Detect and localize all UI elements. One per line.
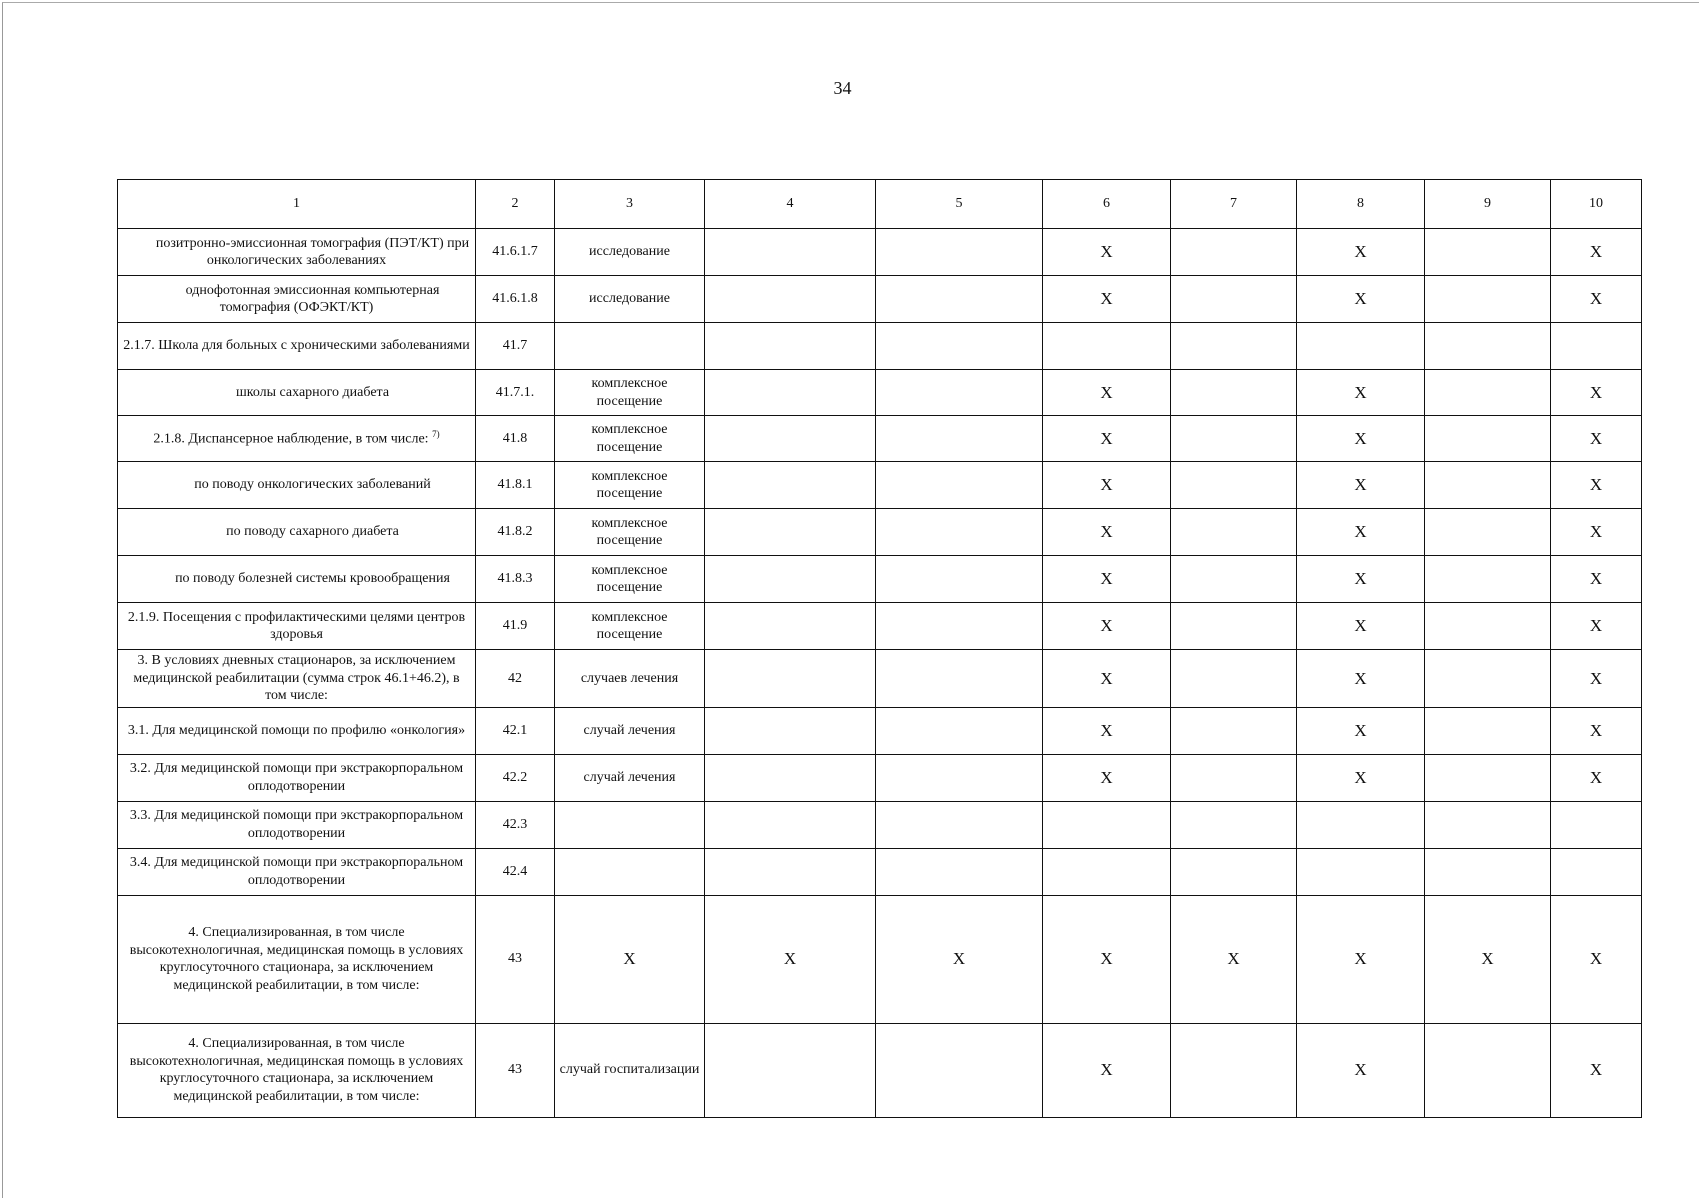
cell-col-8: X [1297, 509, 1425, 556]
row-label: 2.1.7. Школа для больных с хроническими заболеваниями [118, 323, 476, 370]
cell-col-5 [876, 801, 1043, 848]
cell-col-5 [876, 556, 1043, 603]
row-unit: случай лечения [555, 707, 705, 754]
row-code: 41.6.1.8 [476, 276, 555, 323]
cell-col-10: X [1551, 895, 1642, 1023]
row-label: по поводу онкологических заболеваний [118, 462, 476, 509]
row-code: 43 [476, 895, 555, 1023]
cell-col-5: X [876, 895, 1043, 1023]
row-unit: исследование [555, 229, 705, 276]
row-code: 41.9 [476, 603, 555, 650]
cell-col-5 [876, 707, 1043, 754]
row-unit: комплексное посещение [555, 462, 705, 509]
cell-col-7 [1171, 650, 1297, 708]
table-row [118, 650, 1642, 708]
cell-col-10 [1551, 323, 1642, 370]
row-unit: случай госпитализации [555, 1023, 705, 1117]
cell-col-5 [876, 229, 1043, 276]
table-row [118, 895, 1642, 1023]
cell-col-4: X [705, 895, 876, 1023]
cell-col-8: X [1297, 707, 1425, 754]
cell-col-8: X [1297, 416, 1425, 462]
cell-col-6: X [1043, 276, 1171, 323]
table-row [118, 603, 1642, 650]
cell-col-6: X [1043, 603, 1171, 650]
row-label-text: 2.1.8. Диспансерное наблюдение, в том числе: [153, 431, 429, 447]
cell-col-8: X [1297, 556, 1425, 603]
cell-col-10 [1551, 801, 1642, 848]
row-label: 3. В условиях дневных стационаров, за исключением медицинской реабилитации (сумма строк 46.1+46.2), в том числе: [118, 650, 476, 708]
row-label: 4. Специализированная, в том числе высокотехнологичная, медицинская помощь в условиях круглосуточного стационара, за исключением медицинской реабилитации, в том числе: [118, 895, 476, 1023]
row-unit [555, 323, 705, 370]
row-code: 42 [476, 650, 555, 708]
cell-col-4 [705, 603, 876, 650]
row-label: 4. Специализированная, в том числе высокотехнологичная, медицинская помощь в условиях круглосуточного стационара, за исключением медицинской реабилитации, в том числе: [118, 1023, 476, 1117]
column-header-5: 5 [876, 180, 1043, 229]
cell-col-6: X [1043, 462, 1171, 509]
column-header-1: 1 [118, 180, 476, 229]
row-label: по поводу болезней системы кровообращения [118, 556, 476, 603]
column-header-3: 3 [555, 180, 705, 229]
cell-col-9 [1425, 229, 1551, 276]
cell-col-6: X [1043, 556, 1171, 603]
cell-col-9 [1425, 276, 1551, 323]
row-unit: комплексное посещение [555, 370, 705, 416]
cell-col-10: X [1551, 556, 1642, 603]
column-header-10: 10 [1551, 180, 1642, 229]
column-header-6: 6 [1043, 180, 1171, 229]
row-unit: случай лечения [555, 754, 705, 801]
page-number: 34 [833, 78, 852, 98]
table-row [118, 1023, 1642, 1117]
cell-col-5 [876, 754, 1043, 801]
column-header-7: 7 [1171, 180, 1297, 229]
row-label: позитронно-эмиссионная томография (ПЭТ/КТ) при онкологических заболеваниях [118, 229, 476, 276]
cell-col-10: X [1551, 416, 1642, 462]
cell-col-7 [1171, 370, 1297, 416]
row-unit: комплексное посещение [555, 603, 705, 650]
cell-col-9 [1425, 1023, 1551, 1117]
row-unit [555, 848, 705, 895]
cell-col-6: X [1043, 509, 1171, 556]
column-header-9: 9 [1425, 180, 1551, 229]
cell-col-7 [1171, 556, 1297, 603]
cell-col-4 [705, 509, 876, 556]
cell-col-10: X [1551, 650, 1642, 708]
row-code: 41.8.3 [476, 556, 555, 603]
table-row [118, 707, 1642, 754]
cell-col-4 [705, 707, 876, 754]
cell-col-4 [705, 416, 876, 462]
cell-col-8: X [1297, 229, 1425, 276]
row-label: 3.1. Для медицинской помощи по профилю «онкология» [118, 707, 476, 754]
cell-col-4 [705, 462, 876, 509]
row-code: 41.8 [476, 416, 555, 462]
cell-col-4 [705, 556, 876, 603]
cell-col-5 [876, 370, 1043, 416]
row-code: 41.7.1. [476, 370, 555, 416]
table-row [118, 416, 1642, 462]
row-code: 41.6.1.7 [476, 229, 555, 276]
cell-col-9 [1425, 462, 1551, 509]
cell-col-4 [705, 754, 876, 801]
cell-col-9 [1425, 603, 1551, 650]
table-header-row [118, 180, 1642, 229]
cell-col-9 [1425, 370, 1551, 416]
cell-col-4 [705, 1023, 876, 1117]
row-unit: комплексное посещение [555, 416, 705, 462]
cell-col-9 [1425, 801, 1551, 848]
cell-col-10: X [1551, 276, 1642, 323]
cell-col-9: X [1425, 895, 1551, 1023]
row-label: 3.3. Для медицинской помощи при экстракорпоральном оплодотворении [118, 801, 476, 848]
table-row [118, 754, 1642, 801]
cell-col-6: X [1043, 650, 1171, 708]
cell-col-7 [1171, 416, 1297, 462]
table-row [118, 276, 1642, 323]
table-row [118, 370, 1642, 416]
cell-col-6: X [1043, 370, 1171, 416]
row-code: 42.1 [476, 707, 555, 754]
row-label: однофотонная эмиссионная компьютерная томография (ОФЭКТ/КТ) [118, 276, 476, 323]
cell-col-4 [705, 801, 876, 848]
cell-col-10: X [1551, 370, 1642, 416]
cell-col-4 [705, 323, 876, 370]
cell-col-8 [1297, 848, 1425, 895]
cell-col-9 [1425, 707, 1551, 754]
row-code: 43 [476, 1023, 555, 1117]
cell-col-9 [1425, 650, 1551, 708]
table-row [118, 229, 1642, 276]
row-label: по поводу сахарного диабета [118, 509, 476, 556]
cell-col-6: X [1043, 895, 1171, 1023]
cell-col-8 [1297, 801, 1425, 848]
row-unit [555, 801, 705, 848]
column-header-8: 8 [1297, 180, 1425, 229]
row-code: 41.7 [476, 323, 555, 370]
row-label: 3.2. Для медицинской помощи при экстракорпоральном оплодотворении [118, 754, 476, 801]
cell-col-5 [876, 603, 1043, 650]
table-row [118, 509, 1642, 556]
table-row [118, 801, 1642, 848]
cell-col-7 [1171, 462, 1297, 509]
cell-col-5 [876, 416, 1043, 462]
row-code: 42.4 [476, 848, 555, 895]
cell-col-8: X [1297, 462, 1425, 509]
cell-col-10: X [1551, 1023, 1642, 1117]
cell-col-10: X [1551, 509, 1642, 556]
cell-col-9 [1425, 754, 1551, 801]
row-unit: комплексное посещение [555, 556, 705, 603]
table-row [118, 848, 1642, 895]
cell-col-6: X [1043, 229, 1171, 276]
cell-col-7 [1171, 323, 1297, 370]
row-label: 2.1.9. Посещения с профилактическими целями центров здоровья [118, 603, 476, 650]
row-code: 42.3 [476, 801, 555, 848]
cell-col-5 [876, 1023, 1043, 1117]
cell-col-10: X [1551, 603, 1642, 650]
cell-col-9 [1425, 416, 1551, 462]
cell-col-6: X [1043, 1023, 1171, 1117]
cell-col-7 [1171, 754, 1297, 801]
row-label [118, 416, 476, 462]
cell-col-6 [1043, 323, 1171, 370]
cell-col-4 [705, 276, 876, 323]
cell-col-8: X [1297, 603, 1425, 650]
cell-col-8: X [1297, 754, 1425, 801]
cell-col-5 [876, 509, 1043, 556]
cell-col-10: X [1551, 229, 1642, 276]
row-code: 41.8.1 [476, 462, 555, 509]
cell-col-10 [1551, 848, 1642, 895]
cell-col-10: X [1551, 462, 1642, 509]
cell-col-5 [876, 323, 1043, 370]
cell-col-4 [705, 848, 876, 895]
cell-col-10: X [1551, 754, 1642, 801]
column-header-2: 2 [476, 180, 555, 229]
column-header-4: 4 [705, 180, 876, 229]
cell-col-5 [876, 276, 1043, 323]
cell-col-4 [705, 650, 876, 708]
cell-col-8: X [1297, 1023, 1425, 1117]
cell-col-7 [1171, 707, 1297, 754]
cell-col-7: X [1171, 895, 1297, 1023]
cell-col-6: X [1043, 707, 1171, 754]
cell-col-7 [1171, 801, 1297, 848]
row-unit: X [555, 895, 705, 1023]
cell-col-7 [1171, 603, 1297, 650]
cell-col-6 [1043, 848, 1171, 895]
row-unit: исследование [555, 276, 705, 323]
cell-col-8: X [1297, 370, 1425, 416]
row-label: школы сахарного диабета [118, 370, 476, 416]
cell-col-4 [705, 370, 876, 416]
table-row [118, 323, 1642, 370]
cell-col-9 [1425, 848, 1551, 895]
row-label: 3.4. Для медицинской помощи при экстракорпоральном оплодотворении [118, 848, 476, 895]
cell-col-7 [1171, 1023, 1297, 1117]
data-table [117, 179, 1642, 1118]
row-unit: комплексное посещение [555, 509, 705, 556]
row-code: 42.2 [476, 754, 555, 801]
cell-col-7 [1171, 276, 1297, 323]
cell-col-7 [1171, 229, 1297, 276]
row-unit: случаев лечения [555, 650, 705, 708]
cell-col-9 [1425, 509, 1551, 556]
cell-col-5 [876, 848, 1043, 895]
cell-col-8: X [1297, 650, 1425, 708]
table-row [118, 462, 1642, 509]
cell-col-8 [1297, 323, 1425, 370]
cell-col-6 [1043, 801, 1171, 848]
cell-col-9 [1425, 323, 1551, 370]
cell-col-6: X [1043, 754, 1171, 801]
cell-col-4 [705, 229, 876, 276]
cell-col-7 [1171, 509, 1297, 556]
cell-col-9 [1425, 556, 1551, 603]
cell-col-5 [876, 462, 1043, 509]
table-row [118, 556, 1642, 603]
cell-col-8: X [1297, 895, 1425, 1023]
row-code: 41.8.2 [476, 509, 555, 556]
cell-col-10: X [1551, 707, 1642, 754]
footnote-marker: 7) [432, 428, 440, 439]
cell-col-7 [1171, 848, 1297, 895]
cell-col-6: X [1043, 416, 1171, 462]
cell-col-8: X [1297, 276, 1425, 323]
cell-col-5 [876, 650, 1043, 708]
